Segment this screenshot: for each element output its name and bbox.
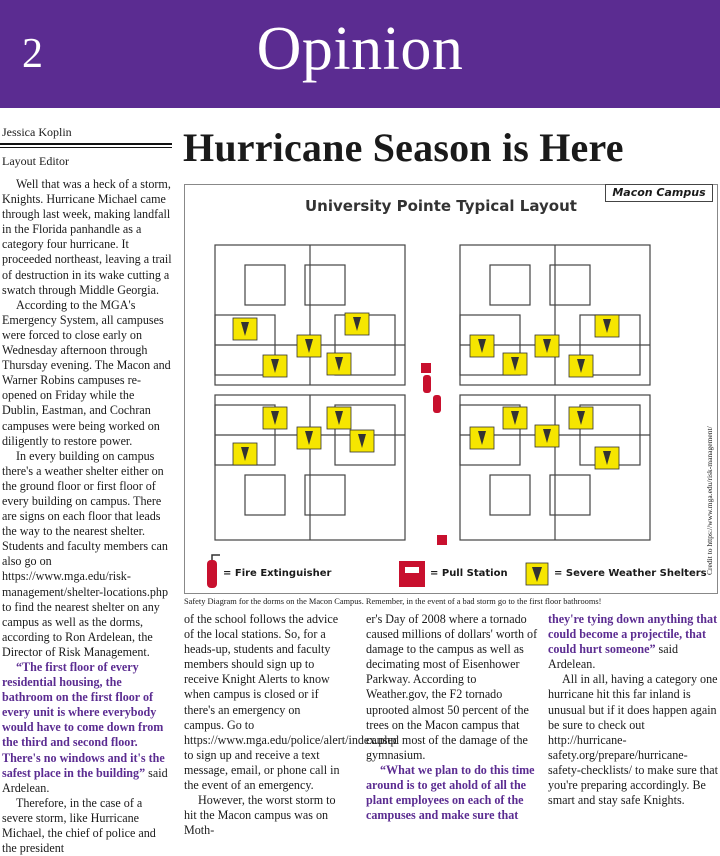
dorm-layout-diagram <box>184 184 718 594</box>
article-headline: Hurricane Season is Here <box>183 125 624 170</box>
article-paragraph: Well that was a heck of a storm, Knights. Hurricane Michael came through last week, making landfall in the Florida panhandle as a category four hurricane. It proceeded northeast, leaving a trail of destruction in its wake cutting a swatch through Middle Georgia. <box>2 177 172 297</box>
article-paragraph: Therefore, in the case of a severe storm, like Hurricane Michael, the chief of police and the president <box>2 795 156 856</box>
article-paragraph <box>2 660 172 796</box>
quote-attribution: said Ardelean. <box>548 642 679 672</box>
article-paragraph: All in all, having a category one hurricane hit this far inland is unusual but if it does happen again be sure to check out http://hurricane-safety.org/prepare/hurricane-safety-checklists/ to make sure that you're preparing accordingly. Be smart and stay safe Knights. <box>548 672 718 808</box>
floor-plan <box>185 185 719 595</box>
pull-quote: “What we plan to do this time around is to get ahold of all the plant employees on each of the campuses and make sure that <box>366 762 535 823</box>
section-banner <box>0 0 720 108</box>
article-paragraph <box>548 612 718 672</box>
floor-plan-unit-bottom-left <box>215 395 405 540</box>
article-column-3 <box>366 612 538 823</box>
article-column-2 <box>184 612 397 838</box>
byline-divider <box>0 143 172 145</box>
legend-pull-station-icon <box>399 561 425 587</box>
fire-equipment-markers <box>421 363 447 545</box>
floor-plan-unit-bottom-right <box>460 395 650 540</box>
legend-fire-extinguisher-icon <box>207 555 220 588</box>
article-column-1 <box>2 177 172 856</box>
pull-quote: they're tying down anything that could become a projectile, that could hurt someone” <box>548 612 718 657</box>
figure-caption: Safety Diagram for the dorms on the Macon Campus. Remember, in the event of a bad storm go to the first floor bathrooms! <box>184 597 602 606</box>
article-column-4 <box>548 612 718 808</box>
photo-credit: Credit to https://www.mga.edu/risk-management/ <box>705 426 714 575</box>
article-paragraph: In every building on campus there's a weather shelter either on the ground floor or first floor of every building on campus. There are signs on each floor that leads the way to the nearest shelter. Students and faculty members can also go on https://www.mga.edu/risk-management/shelter-locations.php to find the nearest shelter on any campus as well as the dorms, according to Ron Ardelean, the Director of Risk Management. <box>2 448 168 659</box>
article-paragraph: According to the MGA's Emergency System, all campuses were forced to close early on Wednesday afternoon through Thursday evening. The Macon and Warner Robins campuses re-opened on Friday while the Dublin, Eastman, and Cochran campuses were being worked on diligently to restore power. <box>2 297 171 448</box>
pull-quote: “The first floor of every residential housing, the bathroom on the first floor of every unit is where everybody would have to come down from the third and second floor. There's no windows and it's the safest place in the building” <box>2 660 165 780</box>
campus-tag: Macon Campus <box>605 184 713 202</box>
legend-pull-station: = Pull Station <box>430 568 508 579</box>
diagram-title: University Pointe Typical Layout <box>305 197 577 215</box>
legend-shelters: = Severe Weather Shelters <box>554 568 707 579</box>
legend-shelter-icon <box>526 563 548 585</box>
page-number: 2 <box>22 31 43 77</box>
floor-plan-unit-top-right <box>460 245 650 385</box>
article-paragraph: However, the worst storm to hit the Macon campus was on Moth- <box>184 793 336 838</box>
legend-fire-extinguisher: = Fire Extinguisher <box>223 568 332 579</box>
quote-attribution: said Ardelean. <box>2 765 168 795</box>
article-paragraph: of the school follows the advice of the local stations. So, for a heads-up, students and faculty members should sign up to receive Knight Alerts to know when campus is closed or if there's an emergency on campus. Go to https://www.mga.edu/police/alert/index.php to sign up and receive a text message, email, or phone call in the event of an emergency. <box>184 612 397 793</box>
article-paragraph: er's Day of 2008 where a tornado caused millions of dollars' worth of damage to the campus as well as decimating most of Eisenhower Parkway. According to Weather.gov, the F2 tornado uprooted almost 50 percent of the trees on the Macon campus that caused most of the damage of the gymnasium. <box>366 612 538 762</box>
byline-author: Jessica Koplin <box>2 125 72 139</box>
byline-role: Layout Editor <box>2 154 69 168</box>
floor-plan-unit-top-left <box>215 245 405 385</box>
byline-divider-thin <box>0 147 172 148</box>
section-title: Opinion <box>256 15 464 83</box>
